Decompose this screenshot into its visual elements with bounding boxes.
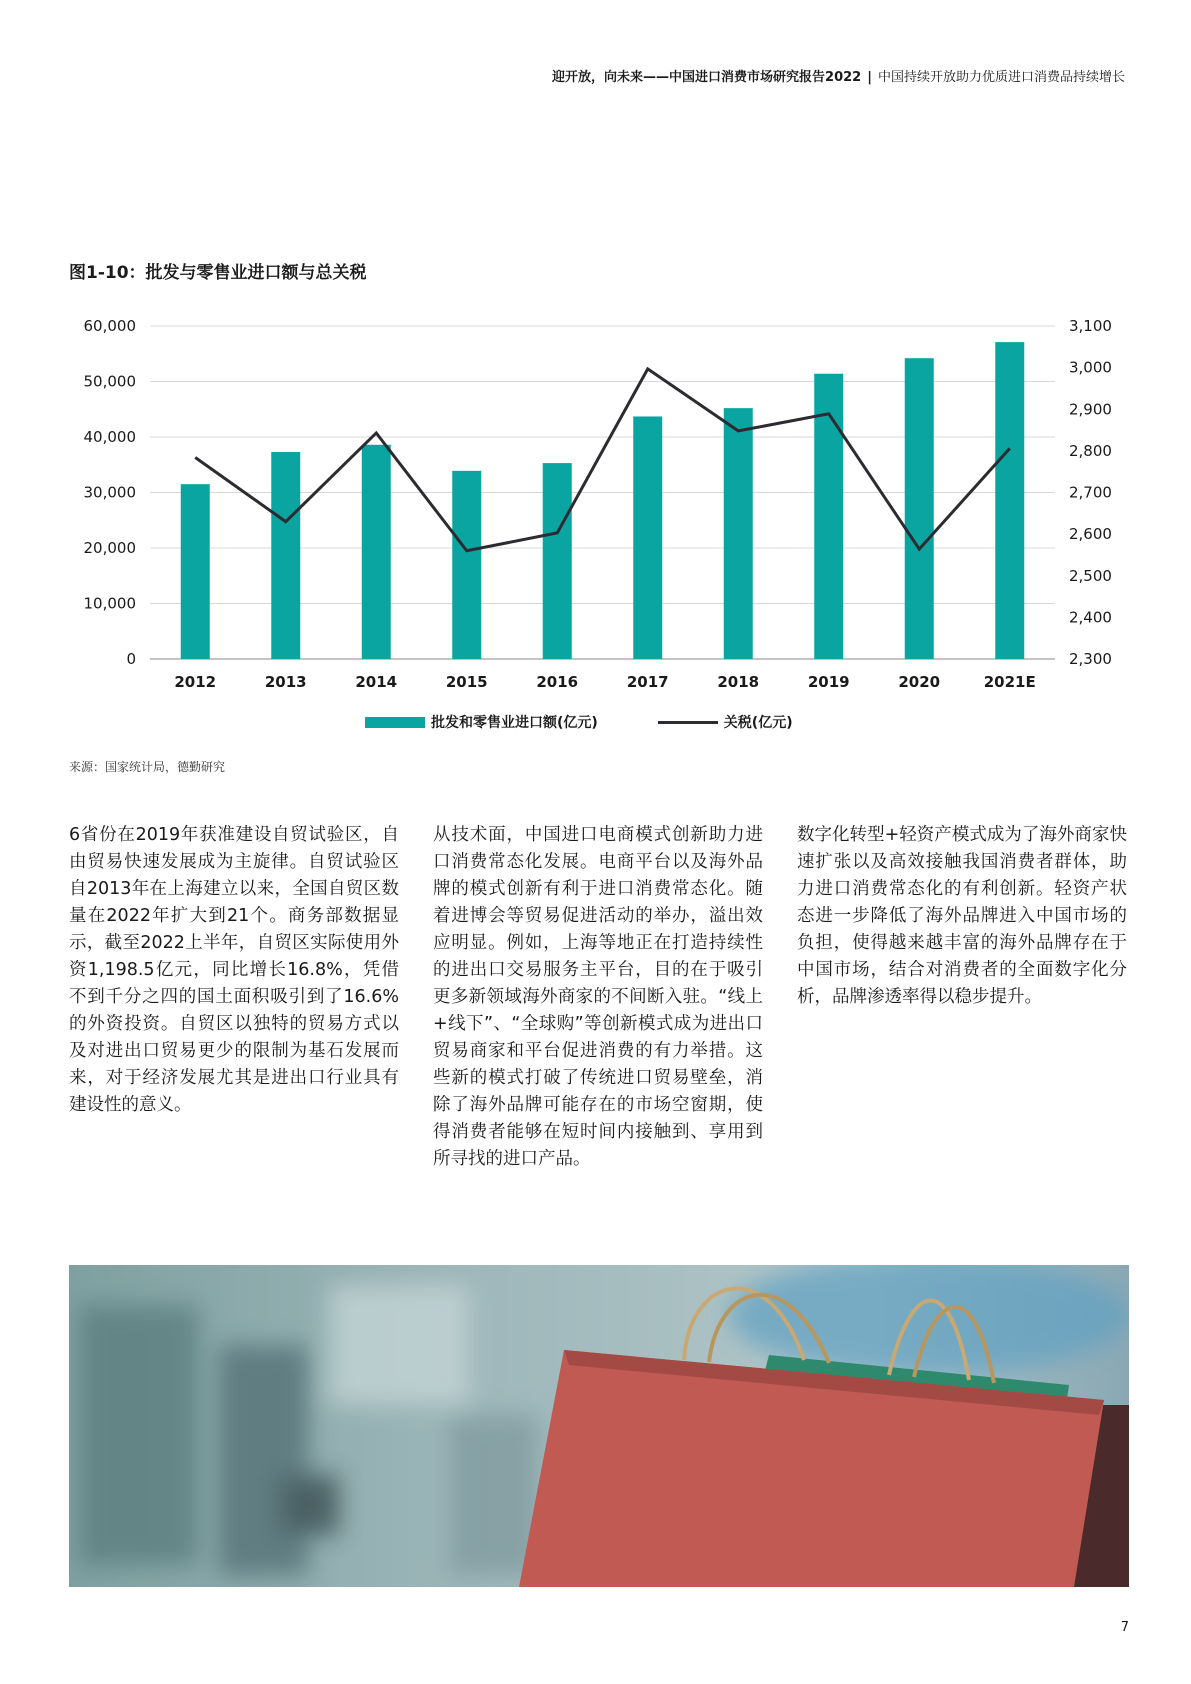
- y-right-tick-label: 3,100: [1069, 317, 1112, 335]
- page-header: [552, 66, 1125, 85]
- shopping-bag-photo: [69, 1265, 1129, 1587]
- x-tick-label: 2017: [626, 673, 669, 691]
- y-right-tick-label: 2,900: [1069, 400, 1112, 419]
- bar: [905, 358, 934, 659]
- x-tick-label: 2014: [355, 673, 398, 691]
- x-tick-label: 2021E: [983, 673, 1036, 691]
- bar: [181, 484, 210, 659]
- bar: [362, 445, 391, 659]
- y-right-tick-label: 3,000: [1069, 358, 1112, 377]
- bar: [633, 416, 662, 659]
- legend-swatch-line: [658, 721, 718, 724]
- y-right-tick-label: 2,300: [1069, 650, 1112, 668]
- y-left-tick-label: 0: [126, 650, 136, 668]
- y-left-tick-label: 20,000: [83, 539, 136, 557]
- legend-label-line: 关税(亿元): [723, 715, 793, 731]
- header-separator: |: [867, 70, 872, 85]
- bar: [452, 471, 481, 659]
- x-tick-label: 2012: [174, 673, 217, 691]
- x-tick-label: 2015: [445, 673, 488, 691]
- chart-title: 图1-10：批发与零售业进口额与总关税: [69, 263, 367, 283]
- y-right-tick-label: 2,400: [1069, 608, 1112, 627]
- x-tick-label: 2018: [717, 673, 760, 691]
- y-left-tick-label: 50,000: [83, 372, 136, 391]
- chart-source: 来源：国家统计局，德勤研究: [69, 760, 226, 774]
- legend-swatch-bar: [365, 717, 425, 728]
- legend-item-bar: [365, 712, 598, 732]
- x-tick-label: 2019: [807, 673, 850, 691]
- y-left-tick-label: 10,000: [83, 594, 136, 613]
- page-number: 7: [1120, 1620, 1129, 1635]
- y-right-tick-label: 2,700: [1069, 483, 1112, 502]
- section-title: 中国持续开放助力优质进口消费品持续增长: [877, 70, 1125, 85]
- legend-label-bar: 批发和零售业进口额(亿元): [431, 715, 598, 731]
- tariff-line: [195, 369, 1010, 551]
- y-right-tick-label: 2,600: [1069, 525, 1112, 544]
- chart-legend: [365, 712, 853, 732]
- bar: [995, 342, 1024, 659]
- bar: [543, 463, 572, 659]
- bar: [724, 408, 753, 659]
- text-column-1: 6省份在2019年获准建设自贸试验区，自由贸易快速发展成为主旋律。自贸试验区自2013年在上海建立以来，全国自贸区数量在2022年扩大到21个。商务部数据显示，截至2022上半年，自贸区实际使用外资1,198.5亿元，同比增长16.8%，凭借不到千分之四的国土面积吸引到了16.6%的外资投资。自贸区以独特的贸易方式以及对进出口贸易更少的限制为基石发展而来，对于经济发展尤其是进出口行业具有建设性的意义。: [69, 825, 399, 1115]
- report-title: 迎开放，向未来——中国进口消费市场研究报告2022: [552, 70, 862, 85]
- y-right-tick-label: 2,800: [1069, 441, 1112, 460]
- y-left-tick-label: 40,000: [83, 428, 136, 446]
- x-tick-label: 2013: [264, 673, 307, 691]
- legend-item-line: [658, 712, 793, 732]
- y-right-tick-label: 2,500: [1069, 566, 1112, 585]
- combo-chart: [0, 300, 1191, 700]
- y-left-tick-label: 30,000: [83, 483, 136, 502]
- text-column-3: 数字化转型+轻资产模式成为了海外商家快速扩张以及高效接触我国消费者群体，助力进口消费常态化的有利创新。轻资产状态进一步降低了海外品牌进入中国市场的负担，使得越来越丰富的海外品牌存在于中国市场，结合对消费者的全面数字化分析，品牌渗透率得以稳步提升。: [797, 825, 1127, 1007]
- x-tick-label: 2016: [536, 673, 579, 691]
- y-left-tick-label: 60,000: [83, 317, 136, 335]
- bar: [271, 452, 300, 659]
- text-column-2: 从技术面，中国进口电商模式创新助力进口消费常态化发展。电商平台以及海外品牌的模式创新有利于进口消费常态化。随着进博会等贸易促进活动的举办，溢出效应明显。例如，上海等地正在打造持续性的进出口交易服务主平台，目的在于吸引更多新领域海外商家的不间断入驻。“线上+线下”、“全球购”等创新模式成为进出口贸易商家和平台促进消费的有力举措。这些新的模式打破了传统进口贸易壁垒，消除了海外品牌可能存在的市场空窗期，使得消费者能够在短时间内接触到、享用到所寻找的进口产品。: [433, 825, 763, 1169]
- shopping-bag-illustration: [69, 1265, 1129, 1587]
- x-tick-label: 2020: [898, 673, 941, 691]
